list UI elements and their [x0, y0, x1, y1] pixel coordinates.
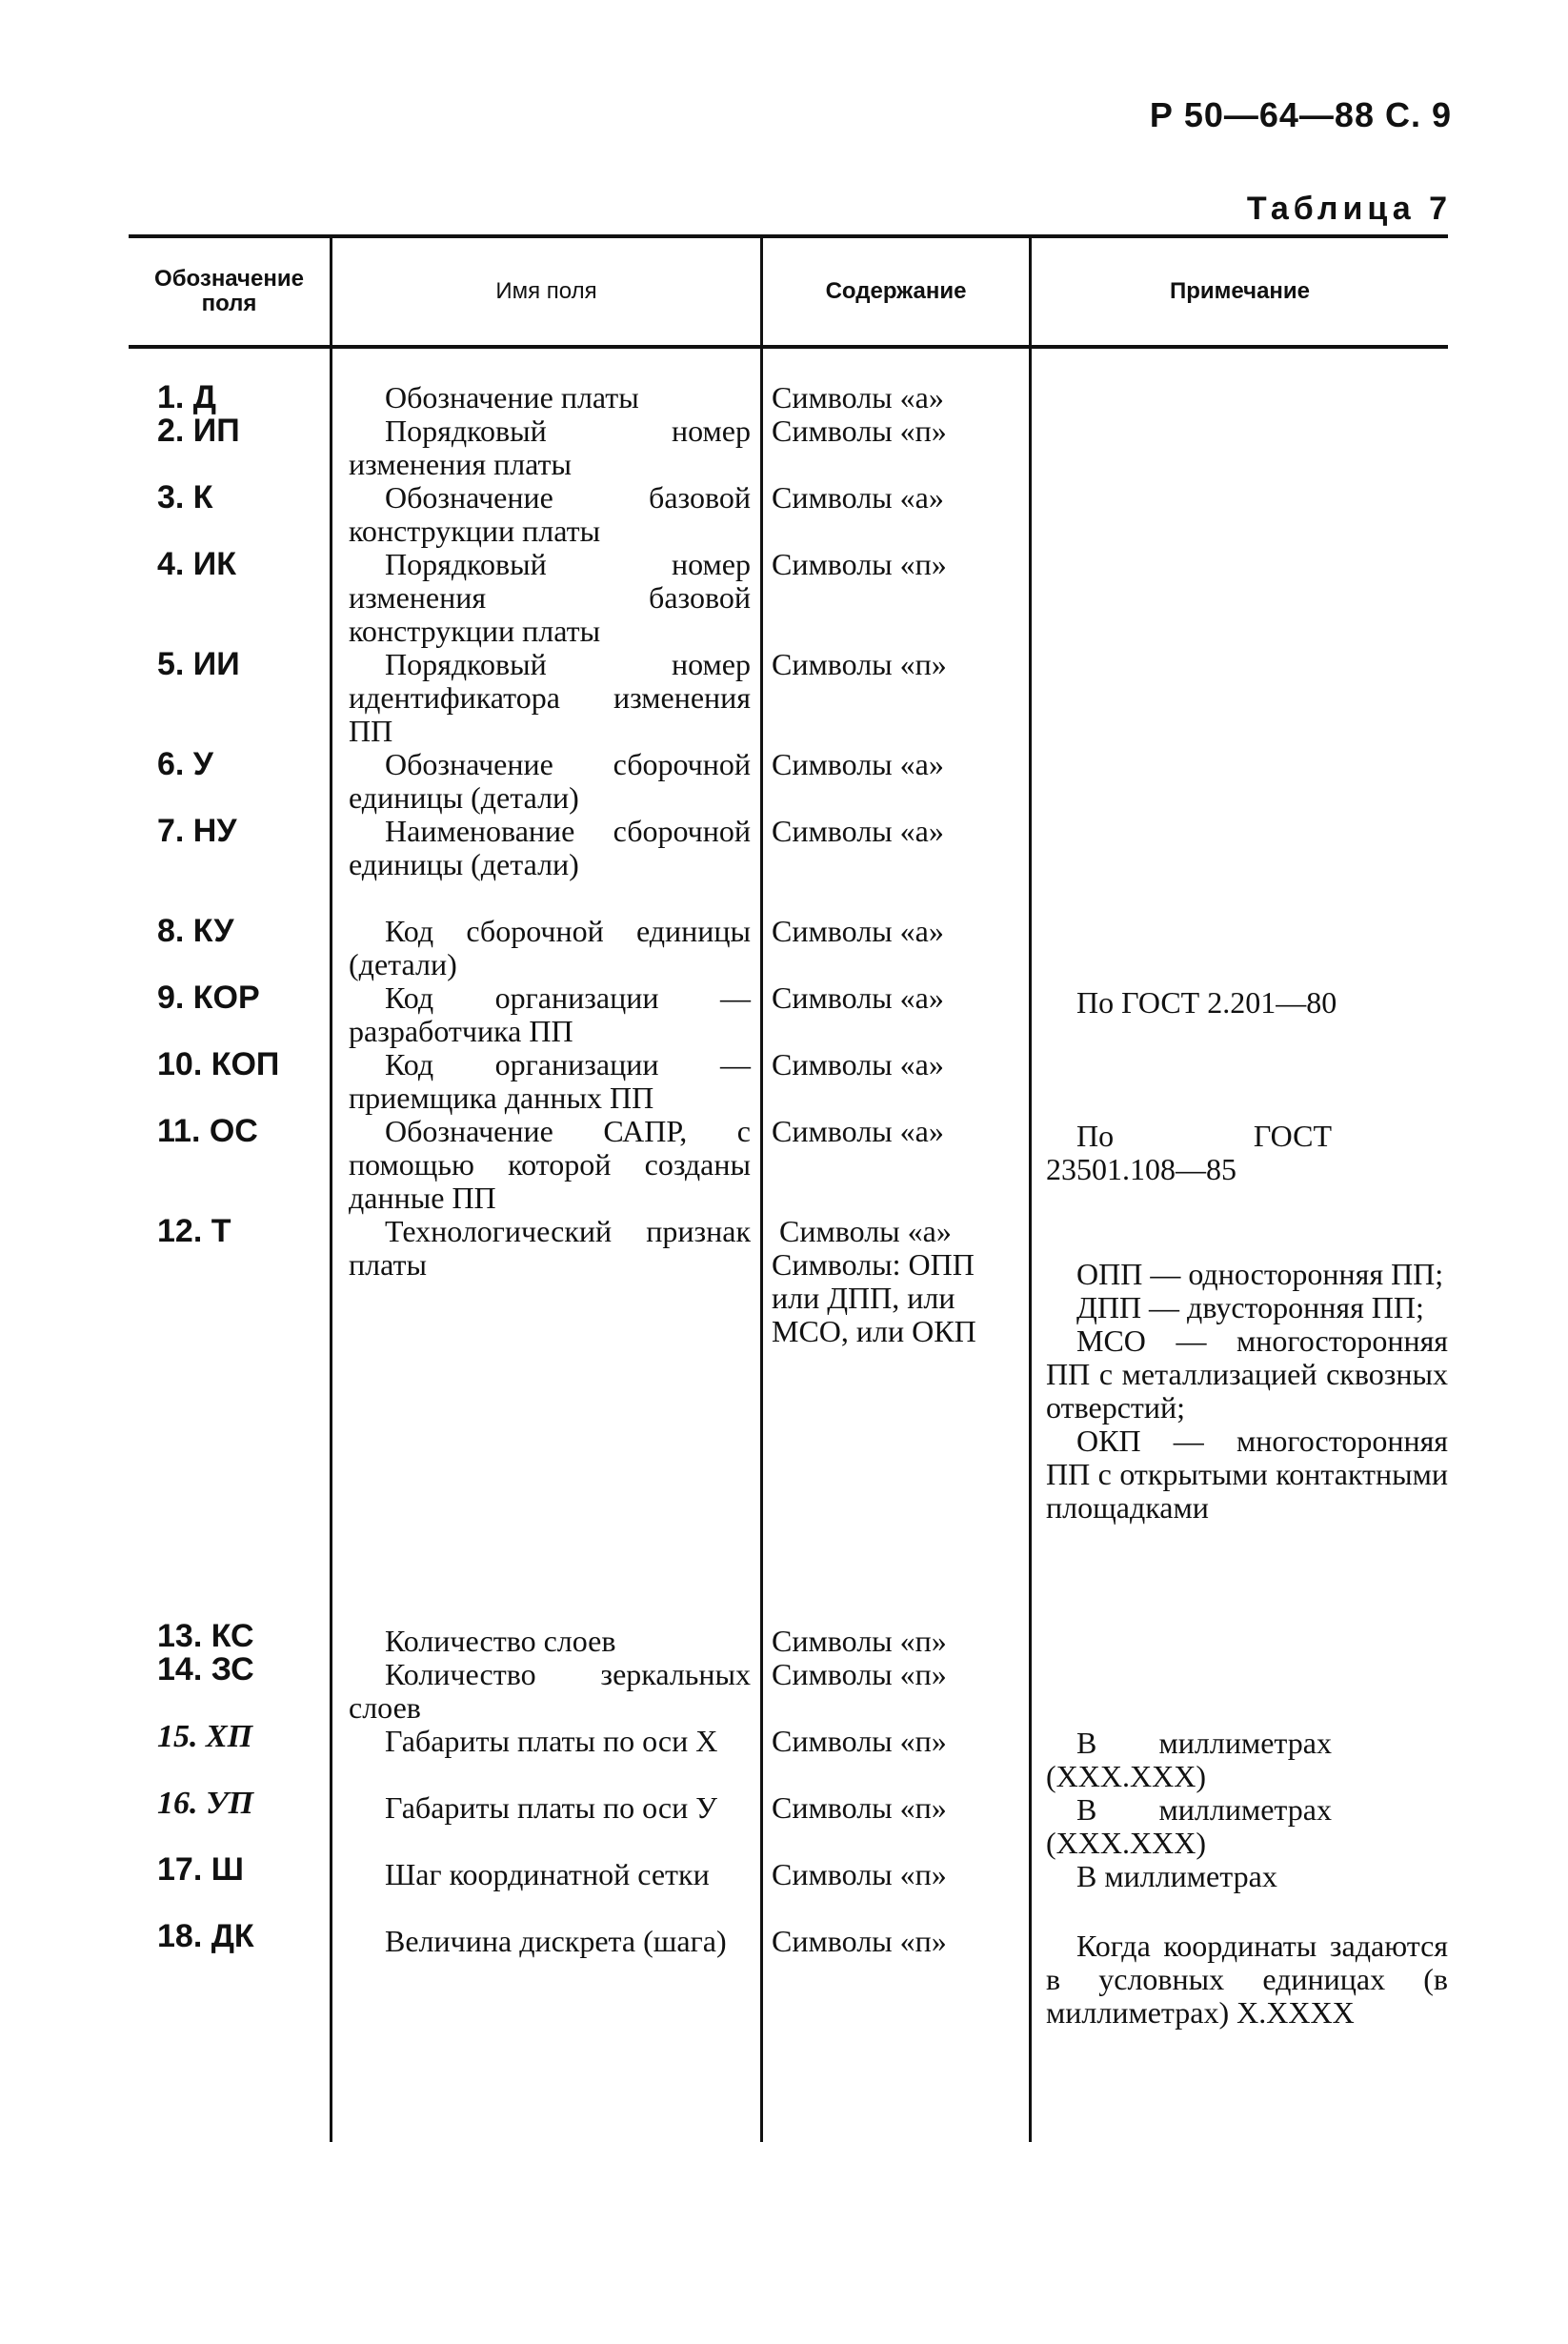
row-field-name: Габариты платы по оси Х	[385, 1724, 718, 1758]
column-header-designation: Обозначение поля	[154, 266, 304, 316]
row-note: По ГОСТ 2.201—80	[1076, 985, 1337, 1020]
row-field-name: Наименование сборочной единицы (детали)	[349, 814, 751, 881]
row-field-name: Код организации — разработчика ПП	[349, 980, 751, 1048]
row-field-name: Шаг координатной сетки	[385, 1857, 710, 1891]
row-content: Символы «а»	[779, 1214, 952, 1248]
table-title: Таблица 7	[1246, 191, 1452, 227]
row-content: Символы «а»	[772, 747, 944, 781]
row-code: 10. КОП	[157, 1046, 280, 1082]
row-code: 1. Д	[157, 379, 217, 415]
row-note: В миллиметрах	[1076, 1859, 1277, 1893]
row-content: Символы «п»	[772, 1790, 947, 1825]
row-note: Когда координаты задаются в условных единицах (в миллиметрах) Х.ХХХХ	[1046, 1929, 1448, 2030]
row-note: В миллиметрах (ХХХ.ХХХ)	[1046, 1792, 1332, 1860]
row-content: Символы «п»	[772, 1857, 947, 1891]
row-field-name: Обозначение базовой конструкции платы	[349, 480, 751, 548]
table-top-rule	[129, 234, 1448, 238]
row-content: Символы «а»	[772, 814, 944, 848]
row-content: Символы «а»	[772, 914, 944, 948]
row-field-name: Обозначение САПР, с помощью которой созданы данные ПП	[349, 1114, 751, 1215]
row-content: Символы «п»	[772, 647, 947, 681]
row-field-name: Технологический признак платы	[349, 1214, 751, 1282]
row-content: Символы «п»	[772, 547, 947, 581]
column-header-content: Содержание	[825, 278, 967, 304]
note-item: МСО — многосторонняя ПП с металлизацией сквозных отверстий;	[1046, 1324, 1448, 1425]
row-code: 8. КУ	[157, 913, 234, 949]
column-divider	[760, 236, 763, 2142]
row-content: Символы «а»	[772, 1047, 944, 1081]
row-content: Символы «а»	[772, 380, 944, 414]
row-field-name: Габариты платы по оси У	[385, 1790, 717, 1825]
row-field-name: Порядковый номер изменения базовой конструкции платы	[349, 547, 751, 648]
row-content-options: Символы: ОПП или ДПП, или МСО, или ОКП	[772, 1247, 976, 1348]
column-header-note: Примечание	[1169, 278, 1311, 304]
row-field-name: Код организации — приемщика данных ПП	[349, 1047, 751, 1115]
row-note: В миллиметрах (ХХХ.ХХХ)	[1046, 1726, 1332, 1793]
row-content: Символы «п»	[772, 1657, 947, 1691]
row-code: 2. ИП	[157, 413, 240, 449]
row-field-name: Количество слоев	[385, 1624, 616, 1658]
row-field-name: Порядковый номер идентификатора изменения ПП	[349, 647, 751, 748]
row-code: 18. ДК	[157, 1918, 254, 1954]
row-code: 15. ХП	[157, 1719, 253, 1754]
row-content: Символы «п»	[772, 414, 947, 448]
row-content: Символы «а»	[772, 1114, 944, 1148]
row-code: 6. У	[157, 746, 213, 782]
table-header-rule	[129, 345, 1448, 349]
row-code: 14. ЗС	[157, 1651, 254, 1687]
row-code: 7. НУ	[157, 813, 237, 849]
note-item: ОКП — многосторонняя ПП с открытыми контактными площадками	[1046, 1424, 1448, 1525]
column-divider	[1029, 236, 1032, 2142]
row-content: Символы «п»	[772, 1624, 947, 1658]
row-content: Символы «а»	[772, 480, 944, 515]
row-field-name: Обозначение сборочной единицы (детали)	[349, 747, 751, 815]
row-content: Символы «п»	[772, 1924, 947, 1958]
row-content: Символы «п»	[772, 1724, 947, 1758]
row-field-name: Код сборочной единицы (детали)	[349, 914, 751, 981]
row-field-name: Обозначение платы	[385, 380, 639, 414]
row-code: 3. К	[157, 479, 213, 515]
row-code: 13. КС	[157, 1618, 254, 1654]
row-note-list	[1046, 1258, 1448, 1525]
column-divider	[330, 236, 332, 2142]
row-code: 16. УП	[157, 1786, 254, 1821]
row-field-name: Величина дискрета (шага)	[385, 1924, 727, 1958]
row-note: По ГОСТ 23501.108—85	[1046, 1119, 1332, 1186]
row-field-name: Порядковый номер изменения платы	[349, 414, 751, 481]
page-header: Р 50—64—88 С. 9	[1149, 95, 1452, 134]
row-code: 9. КОР	[157, 980, 260, 1016]
note-item: ОПП — односторонняя ПП;	[1076, 1257, 1444, 1291]
column-header-field-name: Имя поля	[495, 278, 597, 304]
row-code: 5. ИИ	[157, 646, 240, 682]
row-code: 17. Ш	[157, 1851, 244, 1888]
row-content: Символы «а»	[772, 980, 944, 1015]
note-item: ДПП — двусторонняя ПП;	[1076, 1290, 1424, 1324]
row-code: 11. ОС	[157, 1113, 258, 1149]
row-code: 4. ИК	[157, 546, 236, 582]
row-field-name: Количество зеркальных слоев	[349, 1657, 751, 1725]
row-code: 12. Т	[157, 1213, 231, 1249]
